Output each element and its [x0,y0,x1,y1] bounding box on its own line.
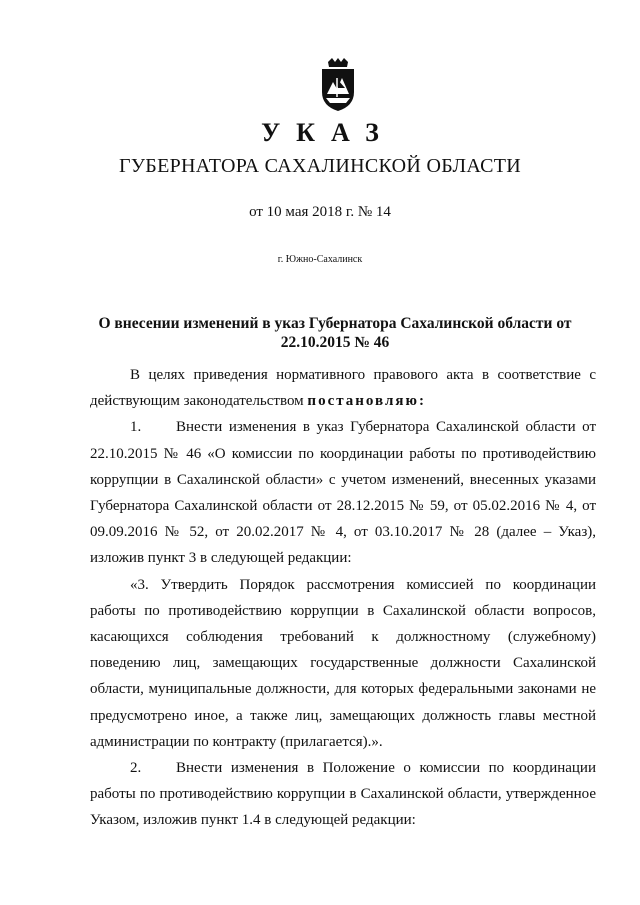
document-issuer: ГУБЕРНАТОРА САХАЛИНСКОЙ ОБЛАСТИ [118,155,521,177]
document-city: г. Южно-Сахалинск [277,254,363,265]
item-1-text: Внести изменения в указ Губернатора Сахалинской области от 22.10.2015 № 46 «О комиссии по координации работы по противодействию коррупции в Сахалинской области» с учетом изменений, внесенных указами Губернатора Сахалинской области от 28.12.2015 № 59, от 05.02.2016 № 4, от 09.09.2016 № 52, от 20.02.2017 № 4, от 03.10.2017 № 28 (далее – Указ), изложив пункт 3 в следующей редакции: [90,419,596,567]
preamble-paragraph [90,362,596,414]
document-date-number: от 10 мая 2018 г. № 14 [249,204,391,220]
coat-of-arms-icon [318,58,358,112]
document-body [90,362,596,834]
preamble-keyword: постановляю: [307,393,426,410]
item-2-number: 2. [130,760,142,777]
preamble-text: В целях приведения нормативного правового акта в соответствие с действующим законодательством [90,367,596,410]
item-1-paragraph [90,414,596,571]
item-1-number: 1. [130,419,142,436]
quote-text: «3. Утвердить Порядок рассмотрения комиссией по координации работы по противодействию коррупции в Сахалинской области вопросов, касающихся соблюдения требований к должностному (служебному) поведению лиц, замещающих государственные должности Сахалинской области, муниципальные должности, для которых федеральными законами не предусмотрено иное, а также лиц, замещающих должность главы местной администрации по контракту (прилагается).». [90,576,596,750]
document-title: УКАЗ [261,118,395,147]
item-2-text: Внести изменения в Положение о комиссии по координации работы по противодействию коррупции в Сахалинской области, утвержденное Указом, изложив пункт 1.4 в следующей редакции: [90,760,596,829]
item-2-paragraph [90,755,596,834]
quote-paragraph [90,572,596,755]
document-heading: О внесении изменений в указ Губернатора Сахалинской области от 22.10.2015 № 46 [98,315,572,351]
